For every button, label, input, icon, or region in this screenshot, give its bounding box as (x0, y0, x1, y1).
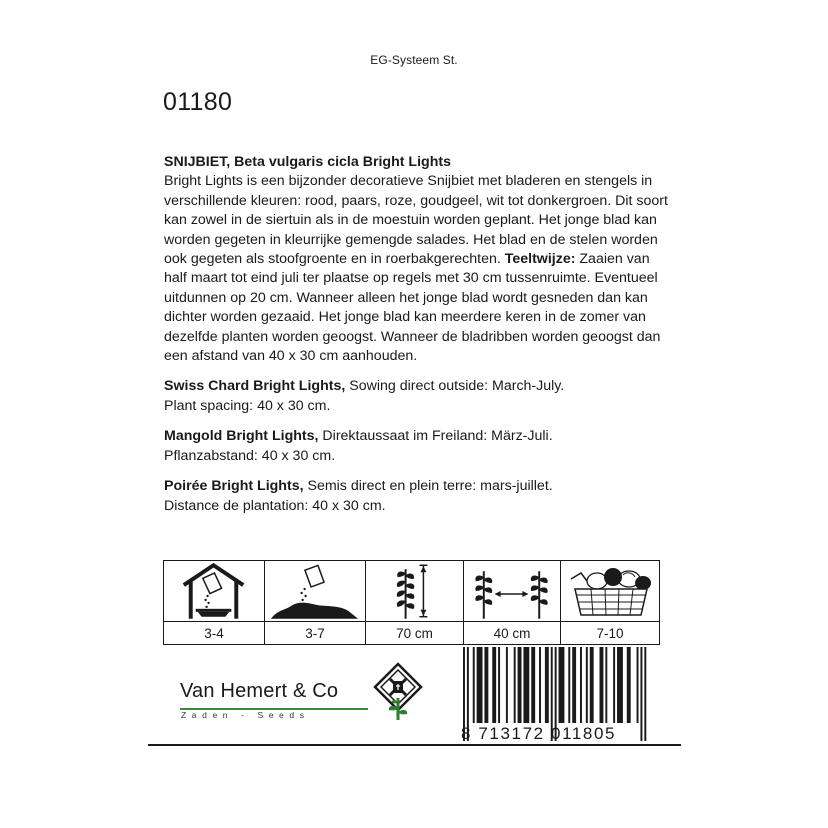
barcode-bar (568, 647, 570, 723)
sowing-info-table (163, 560, 660, 645)
german-paragraph (164, 427, 674, 466)
barcode-bar (539, 647, 541, 723)
plant-spacing-icon (464, 561, 560, 621)
barcode-bar (531, 647, 535, 723)
indoor-sowing-icon (164, 561, 264, 621)
barcode-bar (613, 647, 615, 723)
french-spacing: Distance de plantation: 40 x 30 cm. (164, 497, 386, 514)
harvest-cell (561, 561, 659, 644)
barcode-bar (473, 647, 475, 723)
barcode-bar (477, 647, 483, 723)
dutch-text-1: Bright Lights is een bijzonder decoratieve Snijbiet met bladeren en stengels in verschillende kleuren: rood, paars, roze, goudgeel, wit tot donkergroen. Dit soort kan zowel in de siertuin als in de moestuin worden geplant. Het jonge blad kan worden gegeten in kleurrijke gemengde salades. Het blad en de stelen worden ook gegeten als stoofgroente en in roerbakgerechten. (164, 173, 668, 268)
barcode-bar (506, 647, 508, 723)
barcode-bar (586, 647, 588, 723)
english-text: Sowing direct outside: March-July. (349, 378, 565, 395)
indoor-sowing-value: 3-4 (164, 621, 264, 644)
plant-spacing-value: 40 cm (464, 621, 560, 644)
barcode-bar (605, 647, 607, 723)
german-text: Direktaussaat im Freiland: März-Juli. (322, 428, 553, 445)
barcode-bar (590, 647, 594, 723)
harvest-value: 7-10 (561, 621, 659, 644)
english-name: Swiss Chard Bright Lights, (164, 378, 346, 395)
outdoor-sowing-cell (265, 561, 366, 644)
barcode-bar (559, 647, 565, 723)
brand-tagline: Zaden - Seeds (181, 710, 310, 720)
barcode-bar (514, 647, 516, 723)
outdoor-sowing-icon (265, 561, 365, 621)
system-code: EG-Systeem St. (370, 53, 458, 67)
barcode-bar (627, 647, 631, 723)
plant-spacing-cell (464, 561, 561, 644)
barcode-bar (572, 647, 576, 723)
barcode-bar (637, 647, 639, 723)
plant-height-icon (366, 561, 463, 621)
barcode-bar (545, 647, 549, 723)
indoor-sowing-cell (164, 561, 265, 644)
french-paragraph (164, 477, 674, 516)
cultivation-label: Teeltwijze: (504, 251, 576, 268)
barcode-bar (498, 647, 500, 723)
barcode-bar (600, 647, 604, 723)
company-logo-icon (373, 662, 423, 724)
barcode-number: 8 713172 011805 (461, 724, 617, 743)
brand-name: Van Hemert & Co (180, 680, 339, 702)
english-spacing: Plant spacing: 40 x 30 cm. (164, 397, 331, 414)
french-name: Poirée Bright Lights, (164, 478, 304, 495)
barcode-bar (484, 647, 488, 723)
french-text: Semis direct en plein terre: mars-juillet. (307, 478, 553, 495)
barcode-bar (523, 647, 529, 723)
barcode-bar (492, 647, 496, 723)
outdoor-sowing-value: 3-7 (265, 621, 365, 644)
plant-height-value: 70 cm (366, 621, 463, 644)
bottom-divider (148, 744, 681, 746)
english-paragraph (164, 377, 674, 416)
barcode-bar (518, 647, 522, 723)
barcode-bar (580, 647, 582, 723)
dutch-title: SNIJBIET, Beta vulgaris cicla Bright Lights (164, 154, 451, 170)
barcode-bar (617, 647, 623, 723)
article-number: 01180 (163, 88, 233, 116)
dutch-paragraph (164, 153, 674, 366)
harvest-basket-icon (561, 561, 659, 621)
dutch-text-2: Zaaien van half maart tot eind juli ter plaatse op regels met 30 cm tussenruimte. Eventueel uitdunnen op 20 cm. Wanneer alleen het jonge blad wordt gesneden dan kan dichter worden gezaaid. Het jonge blad kan meerdere keren in de zomer van dezelfde planten worden geoogst. Wanneer de bladribben worden geoogst dan een afstand van 40 x 30 cm aanhouden. (164, 251, 661, 365)
german-name: Mangold Bright Lights, (164, 428, 319, 445)
plant-height-cell (366, 561, 464, 644)
german-spacing: Pflanzabstand: 40 x 30 cm. (164, 447, 336, 464)
description-block (164, 153, 674, 527)
